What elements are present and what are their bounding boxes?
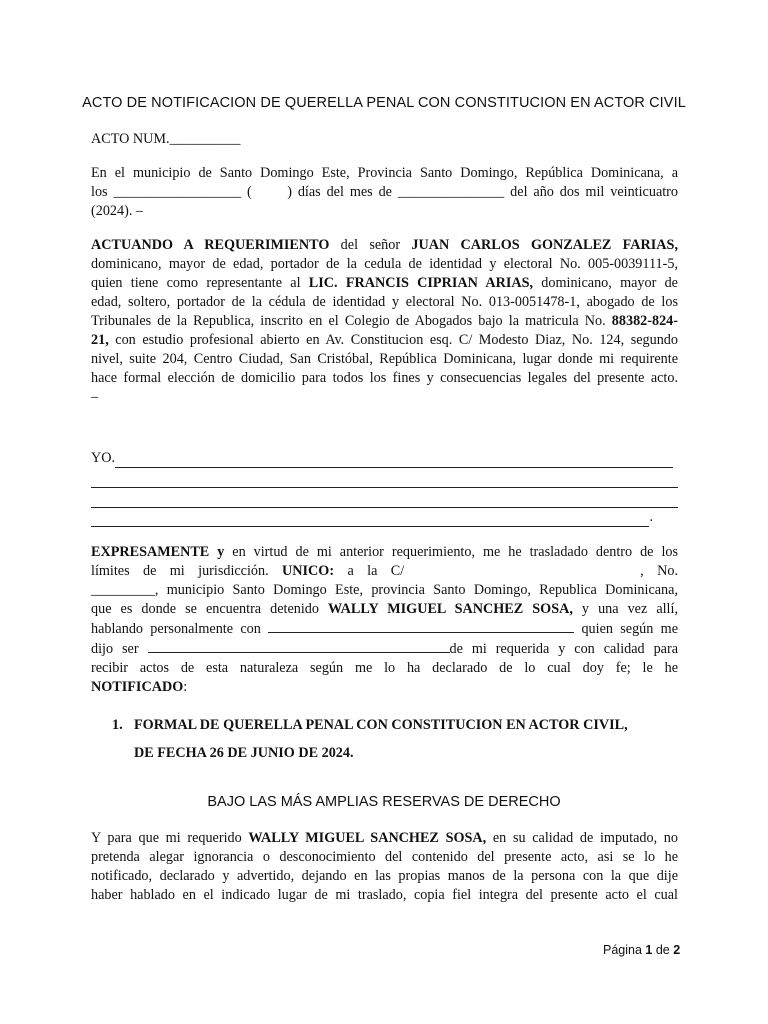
reservas-heading: BAJO LAS MÁS AMPLIAS RESERVAS DE DERECHO: [207, 794, 561, 810]
actuando-line-2: dominicano, mayor de edad, portador de la cedula de identidad y electoral No. 005-0039111-5,: [91, 256, 678, 272]
expresamente-line-7: recibir actos de esta naturaleza según me lo ha declarado de lo cual doy fe; le he: [91, 660, 678, 676]
expresamente-line-2: [91, 562, 678, 581]
document-title: ACTO DE NOTIFICACION DE QUERELLA PENAL CON CONSTITUCION EN ACTOR CIVIL: [82, 95, 686, 111]
number-blank: _________: [91, 582, 155, 598]
notificado-colon: :: [183, 679, 188, 695]
final-text-1a: Y para que mi requerido: [91, 830, 249, 846]
unico-label: UNICO:: [282, 563, 335, 579]
lawyer-name: LIC. FRANCIS CIPRIAN ARIAS,: [308, 275, 534, 291]
actuando-paragraph: [91, 236, 678, 407]
expresamente-text-6c: de mi requerida y con calidad para: [449, 641, 678, 657]
acto-num-text: ACTO NUM.__________: [91, 131, 241, 147]
expresamente-line-1: [91, 543, 678, 562]
acto-num: [91, 130, 678, 149]
total-pages: 2: [673, 943, 681, 957]
expresamente-text-4a: que es donde se encuentra detenido: [91, 601, 329, 617]
intro-line-1: En el municipio de Santo Domingo Este, Provincia Santo Domingo, República Dominicana, a: [91, 165, 678, 181]
matricula-number-part2: 21,: [91, 332, 109, 348]
expresamente-text-3b: , municipio Santo Domingo Este, provincia Santo Domingo, Republica Dominicana,: [154, 582, 678, 598]
actuando-line-5: [91, 312, 678, 331]
actuando-line-8: hace formal elección de domicilio para todos los fines y consecuencias legales del presente acto.: [91, 370, 678, 386]
expresamente-line-5: [91, 619, 678, 639]
yo-label: YO.: [91, 450, 116, 466]
yo-blank: [115, 453, 673, 468]
expresamente-text-1: en virtud de mi anterior requerimiento, me he trasladado dentro de los: [224, 544, 678, 560]
actuando-text-1: del señor: [329, 237, 412, 253]
yo-blank-line-4: [91, 512, 649, 527]
actuando-text-3a: quien tiene como representante al: [91, 275, 309, 291]
expresamente-text-4c: y una vez allí,: [572, 601, 678, 617]
current-page-number: 1: [645, 943, 653, 957]
actuando-line-4: edad, soltero, portador de la cédula de identidad y electoral No. 013-0051478-1, abogado de los: [91, 294, 678, 310]
actuando-line-7: nivel, suite 204, Centro Ciudad, San Cristóbal, República Dominicana, lugar donde mi requirente: [91, 351, 678, 367]
actuando-line-1: [91, 236, 678, 255]
hablando-blank: [268, 619, 574, 633]
expresamente-line-4: [91, 600, 678, 619]
expresamente-line-6: [91, 639, 678, 659]
intro-line-2: los __________________ ( ) días del mes de _______________ del año dos mil veinticuatro: [91, 184, 678, 200]
requerido-name: WALLY MIGUEL SANCHEZ SOSA,: [248, 830, 487, 846]
final-line-2: pretenda alegar ignorancia o desconocimiento del contenido del presente acto, asi se lo he: [91, 849, 678, 865]
expresamente-line-3: [91, 581, 678, 600]
yo-blank-line-2: [91, 468, 678, 488]
footer-label: Página: [603, 943, 646, 957]
final-line-3: notificado, declarado y advertido, dejando en las propias manos de la persona con la que dije: [91, 868, 678, 884]
actuando-text-5a: Tribunales de la Republica, inscrito en el Colegio de Abogados bajo la matricula No.: [91, 313, 612, 329]
yo-line-4: [91, 508, 653, 527]
matricula-number-part1: 88382-824-: [611, 313, 678, 329]
expresamente-text-6a: dijo ser: [91, 641, 148, 657]
expresamente-text-2a: límites de mi jurisdicción.: [91, 563, 283, 579]
notified-item: [112, 711, 682, 767]
actuando-line-6: [91, 331, 678, 350]
expresamente-paragraph: [91, 543, 678, 697]
actuando-line-9: –: [91, 389, 99, 405]
expresamente-text-5c: quien según me: [574, 621, 679, 637]
requirente-name: JUAN CARLOS GONZALEZ FARIAS,: [411, 237, 678, 253]
calidad-blank: [148, 639, 450, 653]
expresamente-text-2e: , No.: [640, 563, 678, 579]
actuando-text-6b: con estudio profesional abierto en Av. Constitucion esq. C/ Modesto Diaz, No. 124, segundo: [108, 332, 678, 348]
page-footer: [603, 943, 693, 957]
intro-paragraph: [91, 164, 678, 221]
footer-of: de: [652, 943, 674, 957]
final-text-1c: en su calidad de imputado, no: [486, 830, 678, 846]
final-line-4: haber hablado en el indicado lugar de mi traslado, copia fiel integra del presente acto el cual: [91, 887, 678, 903]
yo-line: [91, 449, 673, 468]
detenido-name: WALLY MIGUEL SANCHEZ SOSA,: [328, 601, 573, 617]
final-line-1: [91, 829, 678, 848]
expresamente-text-2c: a la C/: [334, 563, 405, 579]
item-number: 1.: [112, 717, 123, 733]
expresamente-heading: EXPRESAMENTE y: [91, 544, 225, 560]
expresamente-text-5a: hablando personalmente con: [91, 621, 269, 637]
actuando-heading: ACTUANDO A REQUERIMIENTO: [91, 237, 330, 253]
yo-section: [91, 449, 678, 527]
intro-line-3: (2024). –: [91, 203, 144, 219]
actuando-text-3c: dominicano, mayor de: [533, 275, 678, 291]
final-paragraph: [91, 829, 678, 905]
actuando-line-3: [91, 274, 678, 293]
item-line-2: DE FECHA 26 DE JUNIO DE 2024.: [134, 745, 354, 761]
yo-blank-line-3: [91, 488, 678, 508]
expresamente-line-8: [91, 678, 678, 697]
yo-end-period: .: [649, 509, 653, 525]
item-line-1: FORMAL DE QUERELLA PENAL CON CONSTITUCION EN ACTOR CIVIL,: [134, 717, 628, 733]
notificado-label: NOTIFICADO: [91, 679, 184, 695]
